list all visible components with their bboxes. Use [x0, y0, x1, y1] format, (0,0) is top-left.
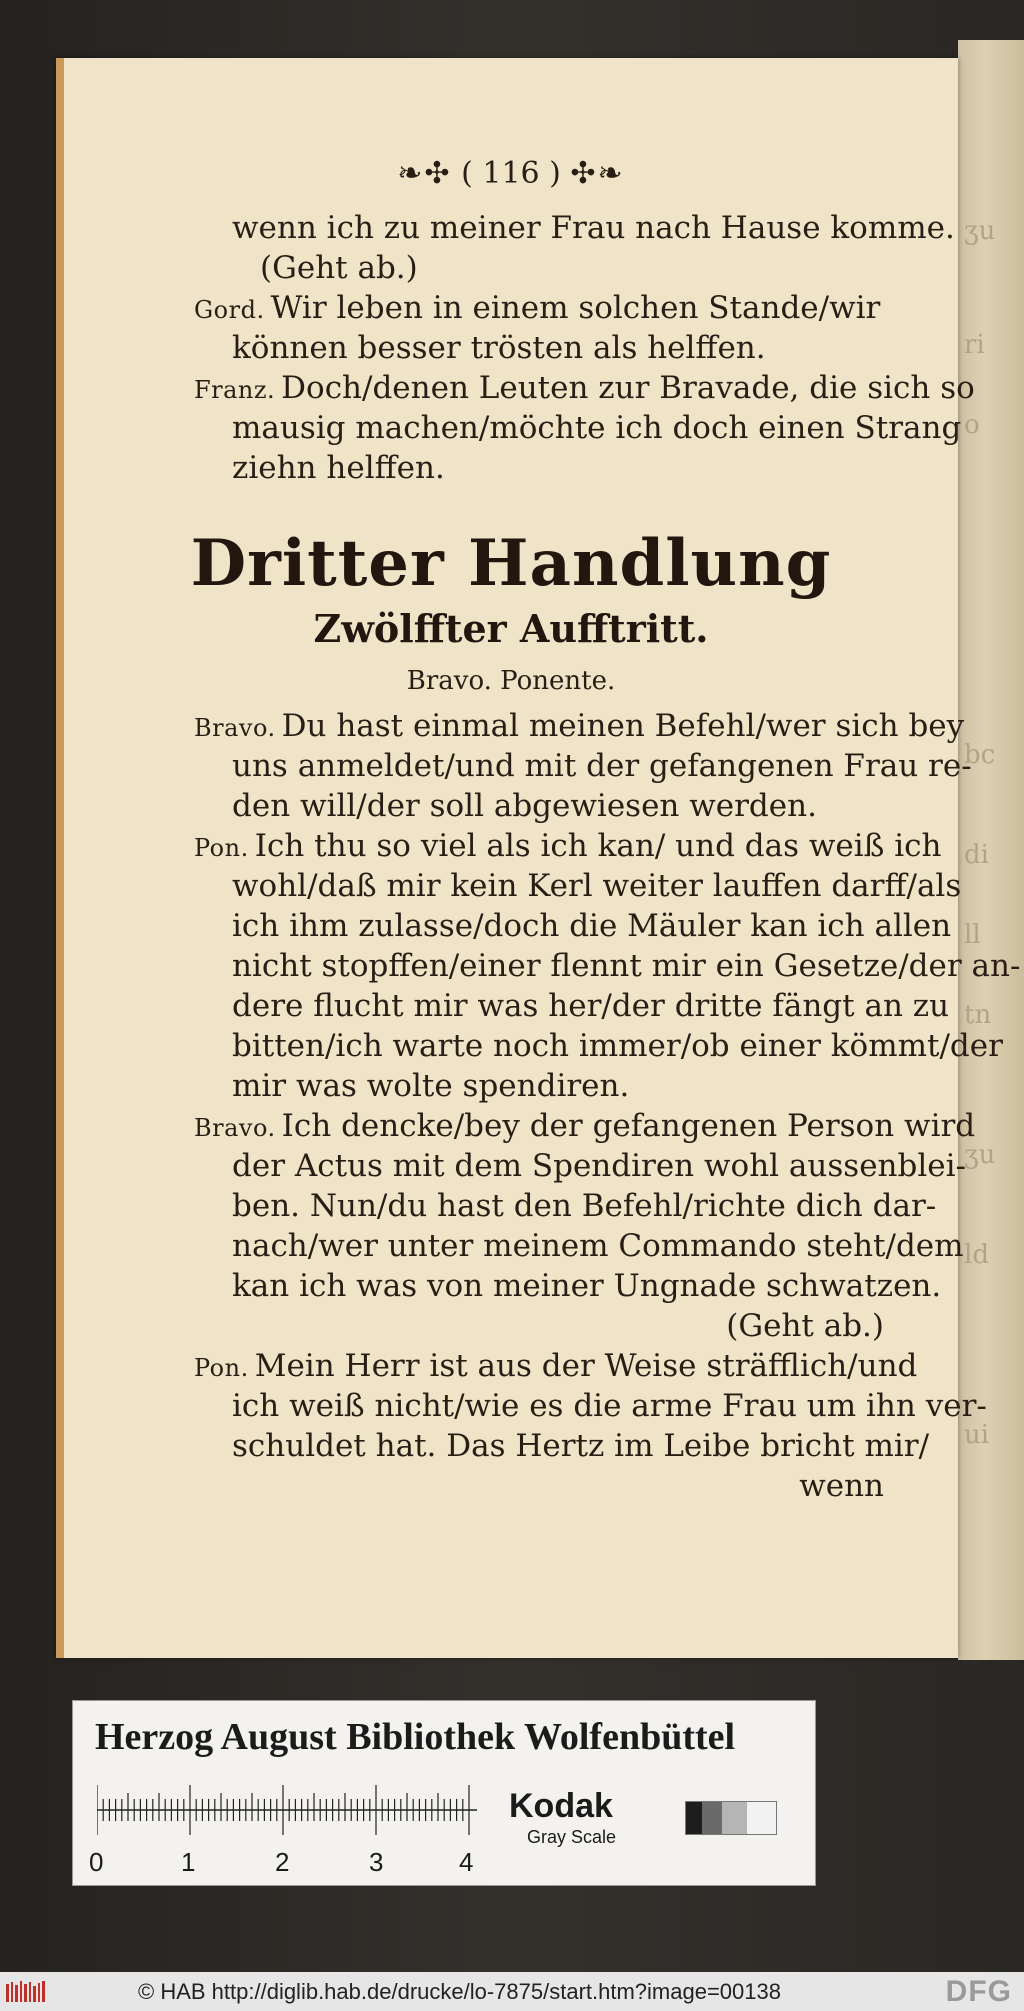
ruler-number: 3 [369, 1847, 384, 1877]
line-text: kan ich was von meiner Ungnade schwatzen. [232, 1268, 942, 1304]
text-line [194, 826, 942, 866]
ghost-text: ld [964, 1240, 989, 1270]
act-title: Dritter Handlung [190, 526, 832, 601]
dfg-logo: DFG [945, 1975, 1012, 2008]
ruler-scale [97, 1785, 477, 1835]
text-line [194, 288, 884, 328]
scene-persons: Bravo. Ponente. [406, 666, 616, 696]
gray-scale-card [72, 1700, 816, 1886]
line-text: Wir leben in einem solchen Stande/wir [270, 290, 881, 326]
text-line [194, 906, 952, 946]
text-line [194, 368, 975, 408]
line-text: wenn ich zu meiner Frau nach Hause komme. [232, 210, 955, 246]
text-line [194, 248, 884, 288]
line-text: Ich dencke/bey der gefangenen Person wird [281, 1108, 976, 1144]
text-line [194, 706, 965, 746]
text-line [194, 1346, 918, 1386]
hab-barcode-logo-icon [6, 1980, 48, 2004]
line-text: (Geht ab.) [726, 1308, 884, 1344]
footer-link[interactable]: © HAB http://diglib.hab.de/drucke/lo-7875/start.htm?image=00138 [138, 1979, 781, 2004]
line-text: ich ihm zulasse/doch die Mäuler kan ich allen [232, 908, 952, 944]
ghost-text: ʒu [964, 216, 996, 246]
right-ornament-icon: ✣❧ [570, 156, 625, 191]
ghost-text: ll [964, 920, 981, 950]
line-text: ben. Nun/du hast den Befehl/richte dich dar- [232, 1188, 937, 1224]
line-text: Ich thu so viel als ich kan/ und das weiß ich [254, 828, 942, 864]
text-line [194, 1226, 964, 1266]
text-line [194, 1466, 884, 1506]
line-text: schuldet hat. Das Hertz im Leibe bricht mir/ [232, 1428, 930, 1464]
text-line [194, 786, 884, 826]
text-line [194, 1146, 966, 1186]
text-line [194, 1426, 930, 1466]
line-text: Du hast einmal meinen Befehl/wer sich bey [281, 708, 965, 744]
speaker-name: Pon. [194, 834, 249, 862]
ghost-text: ui [964, 1420, 990, 1450]
line-text: ziehn helffen. [232, 450, 445, 486]
ghost-text: ʒu [964, 1140, 996, 1170]
ruler-numbers [89, 1847, 549, 1877]
text-line [194, 448, 884, 488]
ruler-number: 4 [459, 1847, 474, 1877]
line-text: der Actus mit dem Spendiren wohl aussenblei- [232, 1148, 966, 1184]
text-line [194, 1106, 976, 1146]
text-line [194, 208, 955, 248]
line-text: Doch/denen Leuten zur Bravade, die sich so [281, 370, 975, 406]
kodak-brand: Kodak [509, 1787, 613, 1825]
line-text: wenn [799, 1468, 884, 1504]
scene-title: Zwölffter Aufftritt. [313, 606, 709, 651]
text-line [194, 408, 962, 448]
text-line [194, 1386, 987, 1426]
gray-swatch [685, 1801, 777, 1835]
text-line [194, 1306, 884, 1346]
line-text: mausig machen/möchte ich doch einen Strang [232, 410, 962, 446]
line-text: uns anmeldet/und mit der gefangenen Frau re- [232, 748, 972, 784]
text-line [194, 1186, 937, 1226]
ghost-text: tn [964, 1000, 992, 1030]
text-line [194, 1266, 942, 1306]
text-line [194, 328, 884, 368]
page-number: ( 116 ) [461, 156, 561, 191]
library-name: Herzog August Bibliothek Wolfenbüttel [95, 1716, 736, 1758]
line-text: Mein Herr ist aus der Weise sträfflich/und [254, 1348, 918, 1384]
line-text: nicht stopffen/einer flennt mir ein Gesetze/der an- [232, 948, 1021, 984]
left-ornament-icon: ❧✣ [397, 156, 452, 191]
line-text: ich weiß nicht/wie es die arme Frau um ihn ver- [232, 1388, 987, 1424]
line-text: dere flucht mir was her/der dritte fängt an zu [232, 988, 950, 1024]
gray-scale-label: Gray Scale [527, 1827, 617, 1847]
text-line [194, 946, 1021, 986]
ruler-number: 1 [181, 1847, 196, 1877]
footer-bar [0, 1972, 1024, 2011]
speaker-name: Bravo. [194, 714, 276, 742]
ruler-number: 0 [89, 1847, 104, 1877]
ruler-number: 2 [275, 1847, 290, 1877]
ghost-text: bc [964, 740, 996, 770]
page-header [64, 156, 958, 191]
ghost-text: ri [964, 330, 985, 360]
line-text: können besser trösten als helffen. [232, 330, 766, 366]
text-line [194, 986, 950, 1026]
speaker-name: Pon. [194, 1354, 249, 1382]
text-line [194, 866, 962, 906]
ghost-text: o [964, 410, 980, 440]
text-line [194, 746, 972, 786]
speaker-name: Gord. [194, 296, 265, 324]
line-text: den will/der soll abgewiesen werden. [232, 788, 817, 824]
line-text: mir was wolte spendiren. [232, 1068, 630, 1104]
line-text: bitten/ich warte noch immer/ob einer kömmt/der [232, 1028, 1003, 1064]
text-line [194, 1066, 884, 1106]
line-text: wohl/daß mir kein Kerl weiter lauffen darff/als [232, 868, 962, 904]
text-line [194, 1026, 1003, 1066]
speaker-name: Franz. [194, 376, 276, 404]
ghost-text: di [964, 840, 989, 870]
line-text: (Geht ab.) [260, 250, 418, 286]
speaker-name: Bravo. [194, 1114, 276, 1142]
line-text: nach/wer unter meinem Commando steht/dem [232, 1228, 964, 1264]
